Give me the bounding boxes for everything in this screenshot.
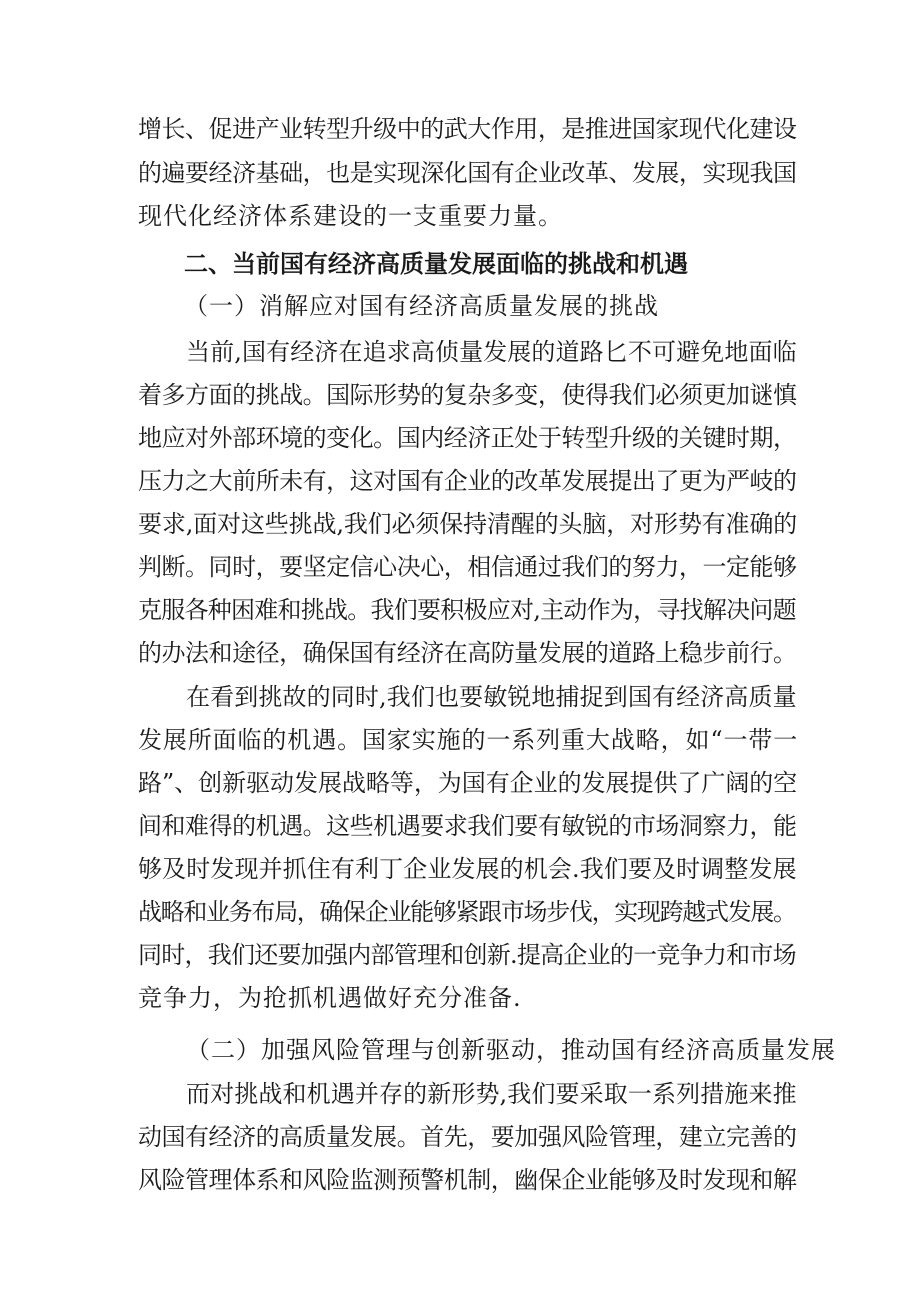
body-text-line: 路”、创新驱动发展战略等，为国有企业的发展提供了广阔的空	[138, 769, 798, 797]
body-text-line: 战略和业务布局，确保企业能够紧跟市场步伐，实现跨越式发展。	[138, 898, 796, 926]
body-text-line: 在看到挑故的同时,我们也要敏锐地捕捉到国有经济高质量	[186, 683, 797, 711]
body-text-line: 动国有经济的高质量发展。首先，要加强风险管理，建立完善的	[138, 1123, 797, 1151]
body-text-line: 要求,面对这些挑战,我们必须保持清醒的头脑，对形势有准确的	[138, 510, 798, 538]
body-text-line: 判断。同时，要坚定信心决心，相信通过我们的努力，一定能够	[138, 553, 797, 581]
body-text-line: 现代化经济体系建设的一支重要力量。	[138, 202, 563, 230]
body-text-line: 的办法和途径，确保国有经济在高防量发展的道路上稳步前行。	[138, 639, 797, 667]
section-heading: 二、当前国有经济高质量发展面临的挑战和机遇	[184, 250, 688, 278]
subsection-heading: （二）加强风险管理与创新驱动，推动国有经济高质量发展	[186, 1036, 836, 1064]
body-text-line: 的遍要经济基础，也是实现深化国有企业改革、发展，实现我国	[138, 159, 797, 187]
body-text-line: 同时，我们还要加强内部管理和创新.提高企业的一竞争力和市场	[138, 941, 796, 969]
body-text-line: 着多方面的挑战。国际形势的复杂多变，使得我们必须更加谜慎	[138, 381, 797, 409]
subsection-heading: （一）消解应对国有经济高质量发展的挑战	[184, 292, 659, 320]
body-text-line: 地应对外部环境的变化。国内经济正处于转型升级的关键时期，	[138, 424, 797, 452]
body-text-line: 增长、促进产业转型升级中的武大作用，是推进国家现代化建设	[138, 115, 797, 143]
body-text-line: 而对挑战和机遇并存的新形势,我们要采取一系列措施来推	[186, 1080, 797, 1108]
body-text-line: 克服各种困难和挑战。我们要积极应对,主动作为，寻找解决问题	[138, 596, 796, 624]
body-text-line: 发展所面临的机遇。国家实施的一系列重大战略，如“一带一	[138, 726, 799, 754]
body-text-line: 竞争力，为抢抓机遇做好充分准备.	[138, 984, 522, 1012]
body-text-line: 当前,国有经济在追求高侦量发展的道路匕不可避免地面临	[186, 338, 797, 366]
body-text-line: 间和难得的机遇。这些机遇要求我们要有敏锐的市场洞察力，能	[138, 812, 797, 840]
body-text-line: 风险管理体系和风险监测预警机制，幽保企业能够及时发现和解	[138, 1166, 797, 1194]
body-text-line: 够及时发现并抓住有利丁企业发展的机会.我们要及时调整发展	[138, 855, 797, 883]
body-text-line: 压力之大前所未有，这对国有企业的改革发展提出了更为严岐的	[138, 467, 797, 495]
